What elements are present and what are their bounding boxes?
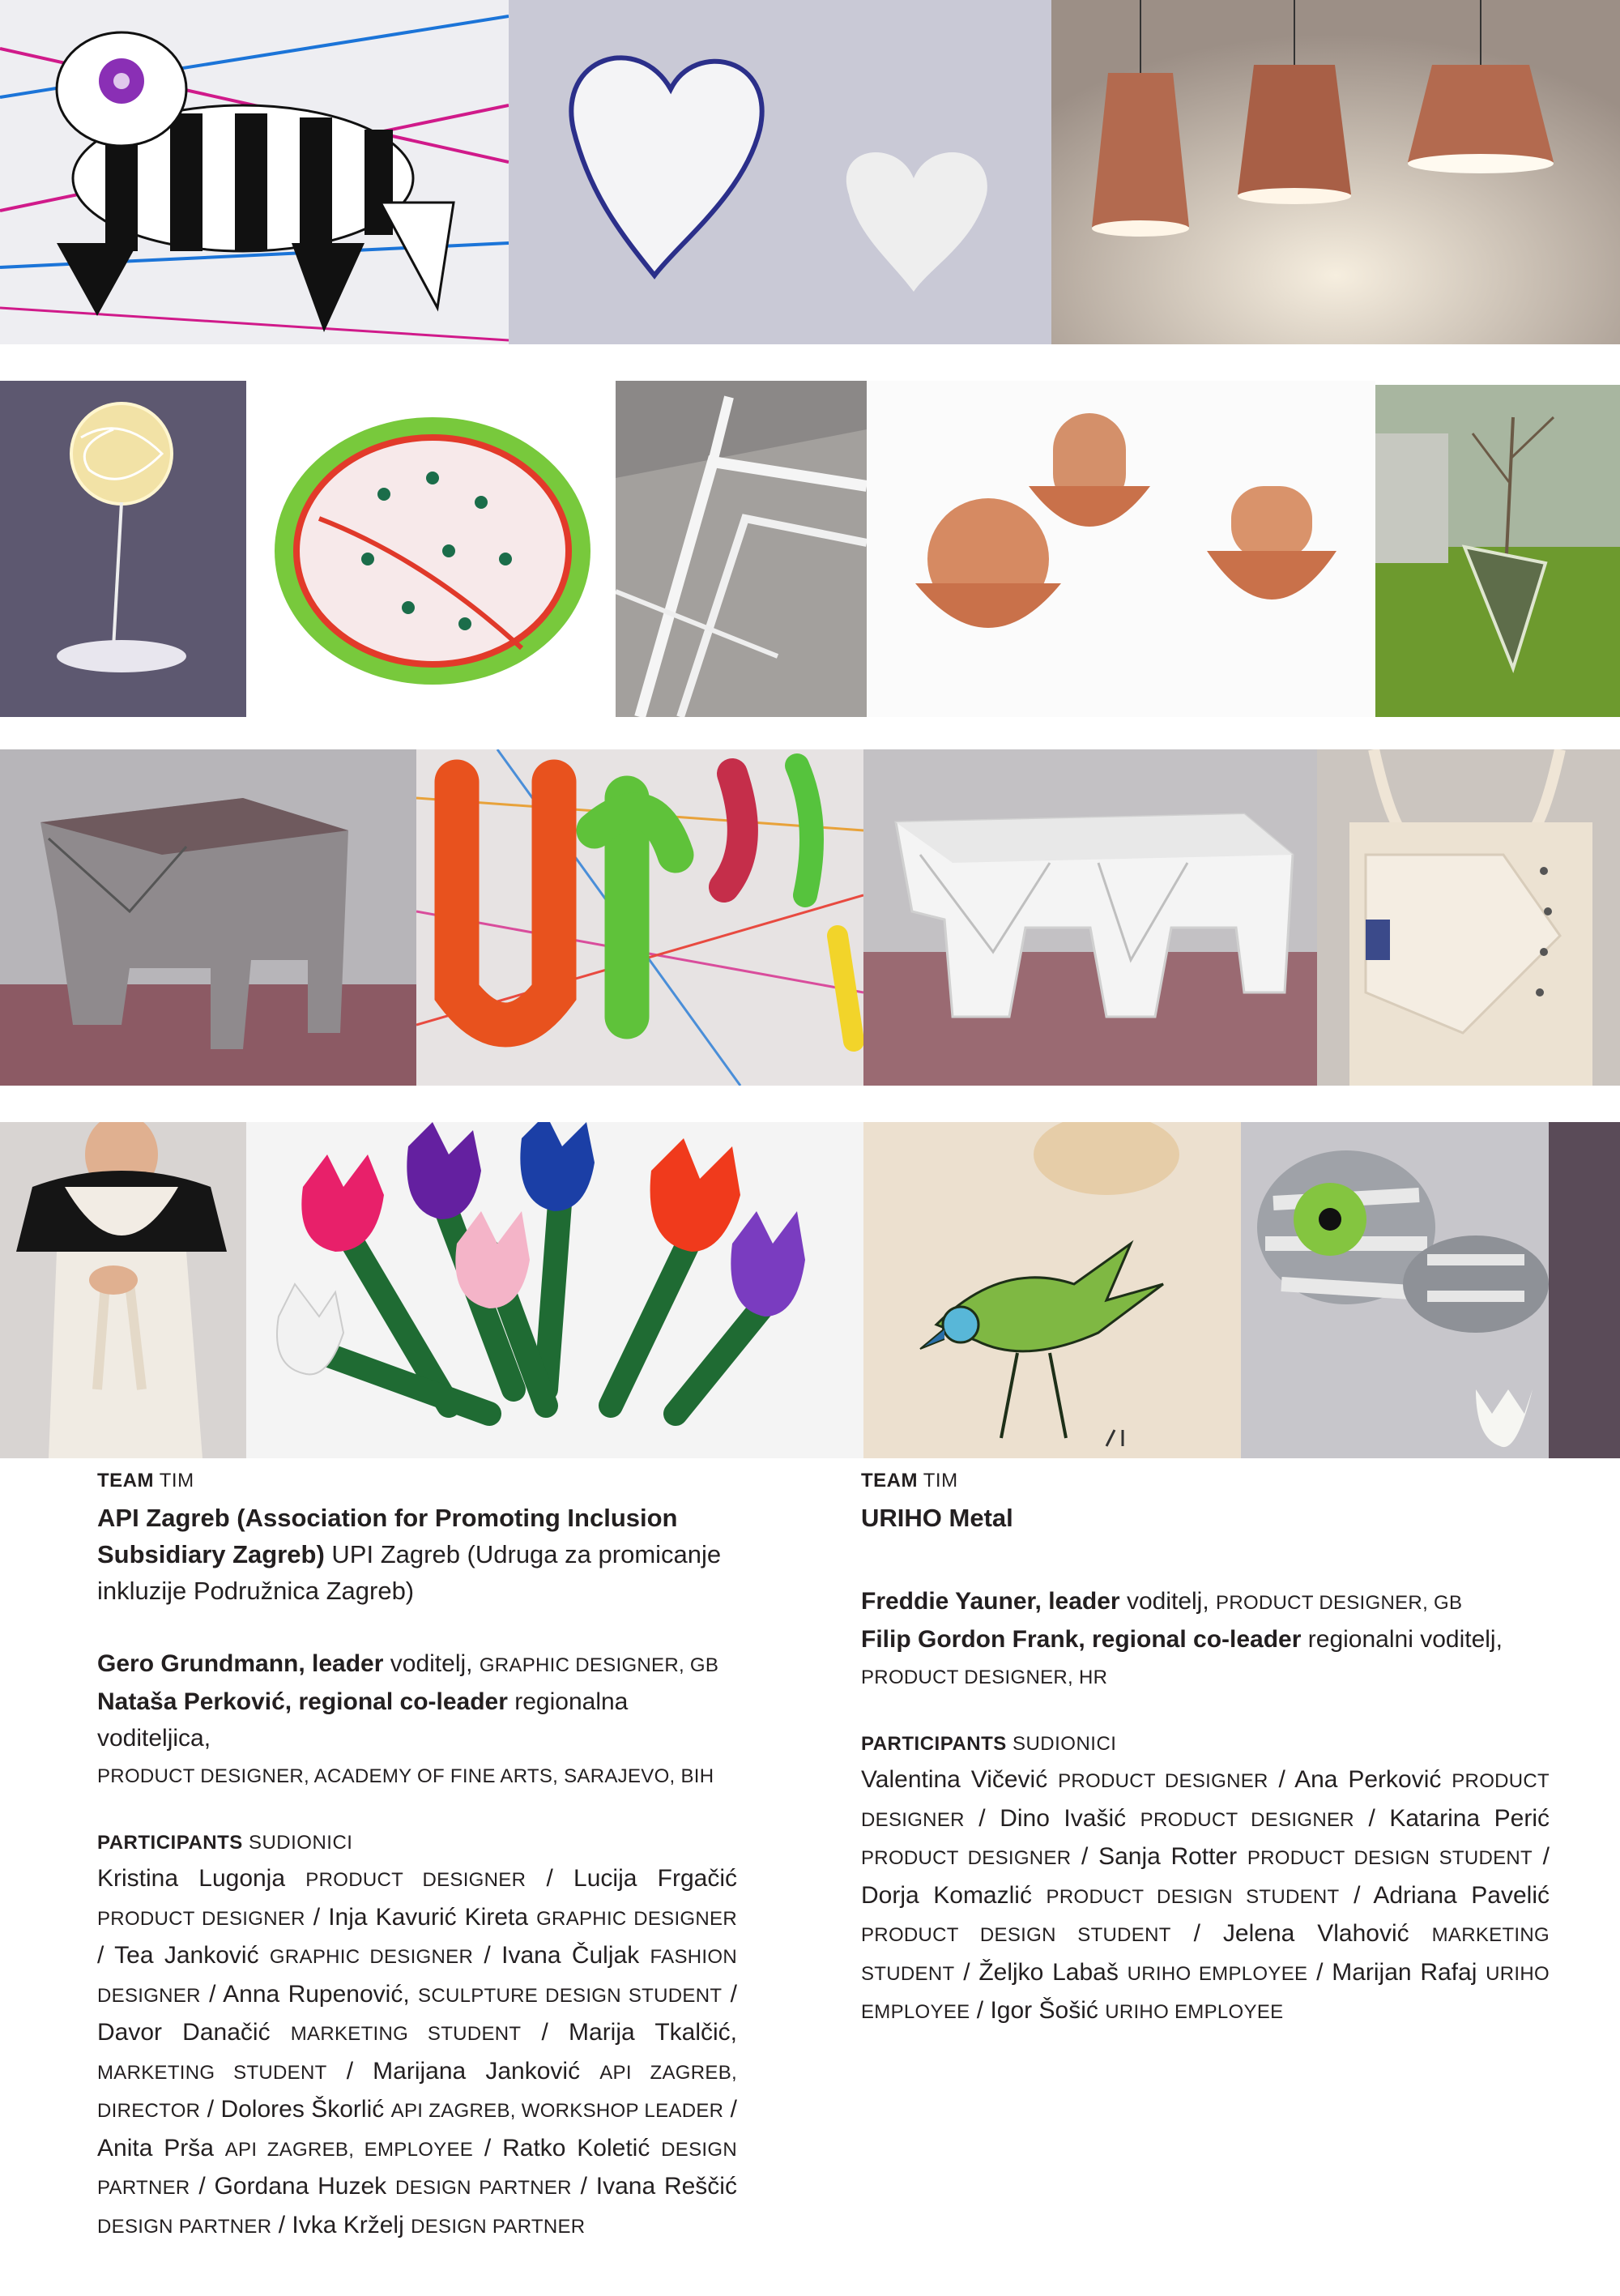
photo-felt-letters xyxy=(416,749,863,1086)
team-label xyxy=(97,1469,737,1493)
stool-icon xyxy=(863,749,1317,1086)
participant-name: Ratko Koletić xyxy=(502,2134,650,2162)
team-leaders xyxy=(861,1583,1550,1696)
photo-white-metal-frame xyxy=(616,381,867,717)
participants-label-en: PARTICIPANTS xyxy=(861,1733,1007,1755)
leader-2-role: PRODUCT DESIGNER, ACADEMY OF FINE ARTS, SARAJEVO, BIH xyxy=(97,1765,714,1787)
leader-1-role: GRAPHIC DESIGNER, GB xyxy=(479,1654,719,1676)
participant-role: API ZAGREB, WORKSHOP LEADER xyxy=(390,2100,724,2122)
felt-letters-icon xyxy=(416,749,863,1086)
participant-role: FASHION DESIGNER xyxy=(97,1946,737,2007)
team-name xyxy=(97,1500,737,1609)
leader-1-local-title: voditelj, xyxy=(390,1650,473,1677)
team-label xyxy=(861,1469,1550,1493)
participant-role: GRAPHIC DESIGNER xyxy=(536,1907,737,1930)
leader-2-name: Nataša Perković, regional co-leader xyxy=(97,1688,508,1715)
participant-role: MARKETING STUDENT xyxy=(290,2023,522,2045)
team-label-local: TIM xyxy=(923,1470,958,1492)
participants-label xyxy=(861,1732,1550,1756)
participant-role: DESIGN PARTNER xyxy=(394,2177,572,2199)
participant-name: Dolores Škorlić xyxy=(220,2096,385,2123)
participant-role: PRODUCT DESIGNER xyxy=(1140,1808,1354,1831)
leader-1 xyxy=(97,1645,737,1684)
participant-name: Adriana Pavelić xyxy=(1373,1881,1550,1909)
pendant-lamp-icon xyxy=(1051,0,1620,344)
participant-role: DESIGN PARTNER xyxy=(411,2215,586,2238)
participant-role: URIHO EMPLOYEE xyxy=(861,1962,1550,2023)
team-leaders xyxy=(97,1645,737,1795)
participant-role: PRODUCT DESIGNER xyxy=(861,1770,1550,1831)
leader-2-local-title: regionalna voditeljica, xyxy=(97,1688,629,1752)
team-name-local-line2: inkluzije Podružnica Zagreb) xyxy=(97,1577,415,1605)
photo-felt-hearts xyxy=(509,0,1051,344)
team-label-en: TEAM xyxy=(861,1470,918,1492)
team-label-en: TEAM xyxy=(97,1470,154,1492)
team-label-local: TIM xyxy=(159,1470,194,1492)
photo-clay-bowls xyxy=(867,381,1375,717)
participants-list: Kristina Lugonja PRODUCT DESIGNER / Lucija Frgačić PRODUCT DESIGNER / Inja Kavurić Kireta GRAPHIC DESIGNER / Tea Janković GRAPHIC DESIGNER / Ivana Čuljak FASHION DESIGNER / Anna Rupenović, SCULPTURE DESIGN STUDENT / Davor Danačić MARKETING STUDENT / Marija Tkalčić, MARKETING STUDENT / Marijana Janković API ZAGREB, DIRECTOR / Dolores Škorlić API ZAGREB, WORKSHOP LEADER / Anita Prša API ZAGREB, EMPLOYEE / Ratko Koletić DESIGN PARTNER / Gordana Huzek DESIGN PARTNER / Ivana Reščić DESIGN PARTNER / Ivka Krželj DESIGN PARTNER xyxy=(97,1865,737,2238)
participant-name: Valentina Vičević xyxy=(861,1766,1048,1793)
embroidered-disc-icon xyxy=(246,381,616,717)
metal-frame-icon xyxy=(616,381,867,717)
participants-label-local: SUDIONICI xyxy=(248,1832,353,1854)
participant-name: Tea Janković xyxy=(114,1942,259,1969)
leader-1-name: Gero Grundmann, leader xyxy=(97,1650,384,1677)
participant-role: PRODUCT DESIGN STUDENT xyxy=(1247,1847,1533,1869)
participant-name: Jelena Vlahović xyxy=(1222,1920,1409,1947)
participant-name: Marija Tkalčić, xyxy=(569,2019,737,2046)
wire-lamp-icon xyxy=(0,381,246,717)
photo-metal-planter xyxy=(1375,385,1620,717)
leader-2 xyxy=(861,1621,1550,1696)
clay-bowl-icon xyxy=(867,381,1375,717)
participant-name: Ivana Čuljak xyxy=(501,1942,640,1969)
team-api-zagreb xyxy=(97,1469,737,2245)
leader-2-local-title: regionalni voditelj, xyxy=(1307,1626,1503,1653)
participant-name: Dino Ivašić xyxy=(1000,1804,1127,1832)
zebra-plush-icon xyxy=(0,0,509,344)
participants-list: Valentina Vičević PRODUCT DESIGNER / Ana Perković PRODUCT DESIGNER / Dino Ivašić PRODUCT DESIGNER / Katarina Perić PRODUCT DESIGNER / Sanja Rotter PRODUCT DESIGN STUDENT / Dorja Komazlić PRODUCT DESIGN STUDENT / Adriana Pavelić PRODUCT DESIGN STUDENT / Jelena Vlahović MARKETING STUDENT / Željko Labaš URIHO EMPLOYEE / Marijan Rafaj URIHO EMPLOYEE / Igor Šošić URIHO EMPLOYEE xyxy=(861,1766,1550,2024)
participant-name: Kristina Lugonja xyxy=(97,1865,286,1892)
photo-metal-stool-grey xyxy=(0,749,416,1086)
leader-1-role: PRODUCT DESIGNER, GB xyxy=(1216,1592,1463,1614)
photo-zebra-toy xyxy=(0,0,509,344)
bird-drawing-icon xyxy=(863,1122,1241,1458)
participant-name: Željko Labaš xyxy=(978,1958,1119,1986)
participant-role: DESIGN PARTNER xyxy=(97,2138,737,2199)
participant-name: Ana Perković xyxy=(1294,1766,1442,1793)
tulip-icon xyxy=(246,1122,863,1458)
participant-role: PRODUCT DESIGNER xyxy=(861,1847,1072,1869)
participants-label-local: SUDIONICI xyxy=(1012,1733,1117,1755)
planter-icon xyxy=(1375,385,1620,717)
participant-name: Sanja Rotter xyxy=(1098,1843,1238,1870)
team-name-en: URIHO Metal xyxy=(861,1504,1013,1532)
team-uriho-metal xyxy=(861,1469,1550,2031)
team-name-en-line1: API Zagreb (Association for Promoting Inclusion xyxy=(97,1504,678,1532)
participant-name: Igor Šošić xyxy=(990,1997,1098,2024)
striped-plush-icon xyxy=(1241,1122,1620,1458)
participant-role: PRODUCT DESIGNER xyxy=(97,1907,305,1930)
team-name-en-line2: Subsidiary Zagreb) xyxy=(97,1540,325,1568)
participant-name: Gordana Huzek xyxy=(214,2173,387,2200)
participants-label xyxy=(97,1831,737,1855)
photo-terracotta-lamps xyxy=(1051,0,1620,344)
photo-wire-lamp xyxy=(0,381,246,717)
participant-name: Marijan Rafaj xyxy=(1332,1958,1477,1986)
participant-role: PRODUCT DESIGN STUDENT xyxy=(1046,1885,1340,1908)
leader-2-role: PRODUCT DESIGNER, HR xyxy=(861,1667,1108,1688)
participant-role: API ZAGREB, DIRECTOR xyxy=(97,2061,737,2122)
participant-name: Ivana Reščić xyxy=(595,2173,737,2200)
leader-2-name: Filip Gordon Frank, regional co-leader xyxy=(861,1626,1302,1653)
participant-role: URIHO EMPLOYEE xyxy=(1105,2001,1284,2023)
participant-name: Lucija Frgačić xyxy=(573,1865,737,1892)
photo-embroidered-disc xyxy=(246,381,616,717)
participant-name: Dorja Komazlić xyxy=(861,1881,1032,1909)
participant-role: MARKETING STUDENT xyxy=(861,1924,1550,1985)
participant-name: Ivka Krželj xyxy=(292,2211,404,2238)
participant-role: MARKETING STUDENT xyxy=(97,2061,327,2084)
photo-striped-plush xyxy=(1241,1122,1620,1458)
photo-bird-drawing-bag xyxy=(863,1122,1241,1458)
leader-1-name: Freddie Yauner, leader xyxy=(861,1588,1120,1615)
participants-label-en: PARTICIPANTS xyxy=(97,1832,243,1854)
leader-2 xyxy=(97,1684,737,1795)
apron-icon xyxy=(0,1122,246,1458)
team-name-local-line1: UPI Zagreb (Udruga za promicanje xyxy=(331,1540,722,1568)
leader-1-local-title: voditelj, xyxy=(1126,1588,1209,1615)
participant-role: DESIGN PARTNER xyxy=(97,2215,272,2238)
photo-felt-tulips xyxy=(246,1122,863,1458)
participant-role: PRODUCT DESIGNER xyxy=(1058,1770,1268,1792)
participant-role: API ZAGREB, EMPLOYEE xyxy=(224,2138,474,2161)
heart-cushion-icon xyxy=(509,0,1051,344)
participant-role: PRODUCT DESIGN STUDENT xyxy=(861,1924,1171,1946)
participant-role: SCULPTURE DESIGN STUDENT xyxy=(418,1984,723,2007)
photo-metal-stool-white xyxy=(863,749,1317,1086)
participant-name: Anita Prša xyxy=(97,2134,214,2162)
photo-tote-bag-pocket xyxy=(1317,749,1620,1086)
team-name xyxy=(861,1500,1550,1536)
participant-role: URIHO EMPLOYEE xyxy=(1127,1962,1308,1985)
participant-name: Anna Rupenović, xyxy=(223,1980,410,2008)
tote-bag-icon xyxy=(1317,749,1620,1086)
participant-role: GRAPHIC DESIGNER xyxy=(269,1946,474,1968)
participant-name: Inja Kavurić Kireta xyxy=(328,1903,529,1931)
participant-name: Davor Danačić xyxy=(97,2019,271,2046)
leader-1 xyxy=(861,1583,1550,1621)
participant-name: Marijana Janković xyxy=(373,2057,581,2085)
stool-icon xyxy=(0,749,416,1086)
participant-role: PRODUCT DESIGNER xyxy=(305,1869,526,1891)
participant-name: Katarina Perić xyxy=(1389,1804,1550,1832)
photo-apron xyxy=(0,1122,246,1458)
